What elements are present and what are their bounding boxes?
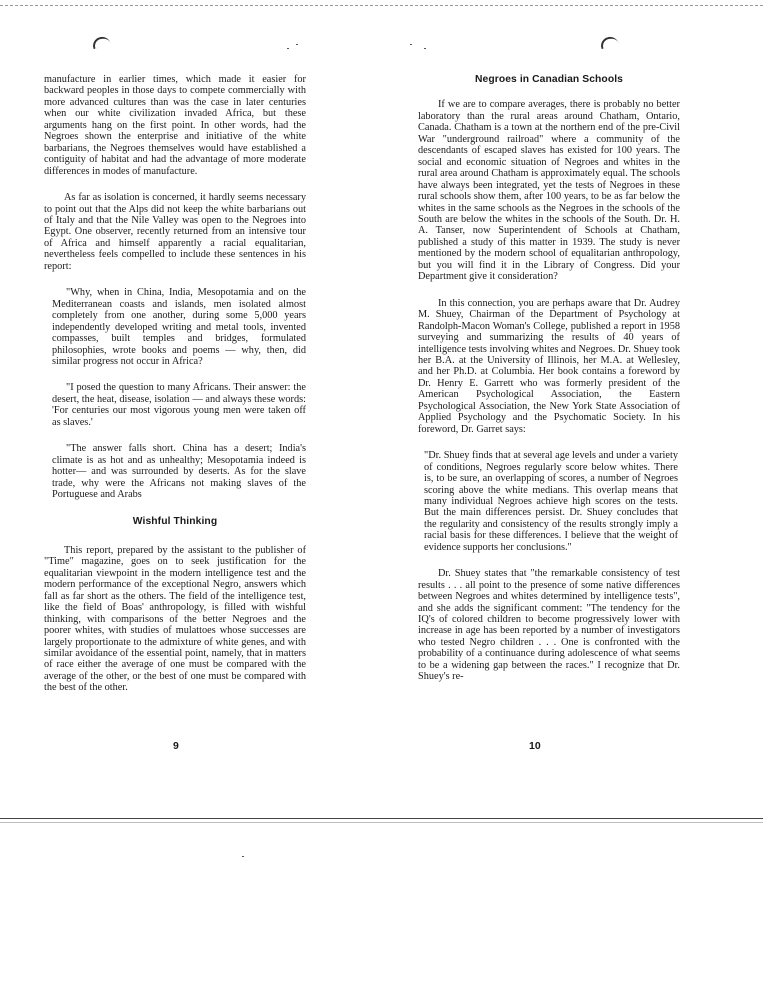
scan-hole-mark-right (599, 35, 619, 49)
left-paragraph-3: This report, prepared by the assistant to the publisher of "Time" magazine, goes on to seek justification for the equalitarian viewpoint in the modern intelligence test and the modern performance of the exceptional Negro, answers which fall as far short as the others. The field of the intelligence test, like the field of Boas' anthropology, is filled with wishful thinking, with comparisons of the better Negroes and the poorer whites, with studies of mulattoes whose successes are largely proportionate to the admixture of white genes, and with similar avoidance of the essential point, namely, that in matters of race either the average of one must be compared with the average of the other, or the best of one must be compared with the best of the other. (44, 544, 306, 694)
left-quote-1: "Why, when in China, India, Mesopotamia and on the Mediterranean coasts and islands, men isolated almost completely from one another, during some 5,000 years independently developed writing and metal tools, invented compasses, built temples and bridges, formulated philosophies, wrote books and poems — why, then, did similar progress not occur in Africa? (52, 287, 306, 367)
left-paragraph-1: manufacture in earlier times, which made it easier for backward peoples in those days to compete commercially with more advanced cultures than was the case in later centuries when our white civilization invaded Africa, but these arguments hang on the first point. In other words, had the Negroes shown the enterprise and initiative of the white barbarians, the Negroes themselves would have established a contiguity of habitat and had the advantage of more moderate differences in modes of manufacture. (44, 74, 306, 177)
page-number-left: 9 (173, 740, 179, 752)
left-quote-3: "The answer falls short. China has a desert; India's climate is as hot and as unhealthy; Mesopotamia indeed is hotter— and was surrounded by deserts. As for the slave trade, why were the Africans not making slaves of the Portuguese and Arabs (52, 443, 306, 501)
right-page-column (418, 74, 680, 698)
right-block-quote: "Dr. Shuey finds that at several age levels and under a variety of conditions, Negroes regularly score below whites. There is, to be sure, an overlapping of scores, a number of Negroes scoring above the white medians. This overlap means that many individual Negroes achieve high scores on the tests. But the main differences persist. Dr. Shuey concludes that the regularity and consistency of the results strongly imply a racial basis for these differences. I believe that the weight of evidence supports her conclusions." (424, 450, 678, 553)
scan-speck (296, 44, 298, 45)
page-fold-line (0, 818, 763, 819)
left-page-column (44, 74, 306, 709)
page-number-right: 10 (529, 740, 541, 752)
scan-speck (424, 48, 426, 49)
section-heading-wishful-thinking: Wishful Thinking (132, 515, 218, 527)
scan-top-edge (0, 0, 763, 6)
right-paragraph-2: In this connection, you are perhaps aware that Dr. Audrey M. Shuey, Chairman of the Department of Psychology at Randolph-Macon Woman's College, published a report in 1958 surveying and summarizing the results of 40 years of intelligence tests involving whites and Negroes. Dr. Shuey took her B.A. at the University of Illinois, her M.A. at Wellesley, and her Ph.D. at Columbia. Her book contains a foreword by Dr. Henry E. Garrett who was formerly president of the American Psychological Association, the Eastern Psychological Association, the New York State Association of Applied Psychology and the Psychomatic Society. In his foreword, Dr. Garret says: (418, 297, 680, 435)
scan-speck (242, 856, 244, 857)
left-paragraph-2: As far as isolation is concerned, it hardly seems necessary to point out that the Alps did not keep the white barbarians out of Italy and that the Nile Valley was open to the Negroes into Egypt. One observer, recently returned from an intensive tour of Africa and himself apparently a racial equalitarian, nevertheless feels compelled to include these sentences in his report: (44, 192, 306, 272)
page-fold-shadow (0, 822, 763, 823)
right-paragraph-1: If we are to compare averages, there is probably no better laboratory than the rural areas around Chatham, Ontario, Canada. Chatham is a town at the northern end of the pre-Civil War "underground railroad" where a community of the descendants of escaped slaves has existed for 100 years. The social and economic situation of Negroes and whites in the rural area around Chatham is approximately equal. The schools have always been integrated, yet the tests of Negroes in these rural schools show them, after 100 years, to be as far below the whites in the same schools as the Negroes in the schools of the South are below the whites in the schools of the South. Dr. H. A. Tanser, now Superintendent of Schools at Chatham, published a study of this matter in 1939. The study is never mentioned by the modern school of equalitarian anthropology, but you will find it in the Library of Congress. Did your Department give it consideration? (418, 99, 680, 283)
scan-speck (410, 44, 412, 45)
left-quote-2: "I posed the question to many Africans. Their answer: the desert, the heat, disease, isolation — and always these words: 'For centuries our most vigorous young men were taken off as slaves.' (52, 382, 306, 428)
right-paragraph-3: Dr. Shuey states that "the remarkable consistency of test results . . . all point to the presence of some native differences between Negroes and whites determined by intelligence tests", and she adds the significant comment: "The tendency for the IQ's of colored children to become progressively lower with increase in age has been reported by a number of investigators who tested Negro children . . . One is confronted with the probability of a continuance during adolescence of what seems to be a widening gap between the races." I recognize that Dr. Shuey's re- (418, 568, 680, 683)
scan-speck (287, 48, 289, 49)
scan-hole-mark-left (91, 35, 111, 49)
section-heading-canadian-schools: Negroes in Canadian Schools (474, 74, 624, 85)
